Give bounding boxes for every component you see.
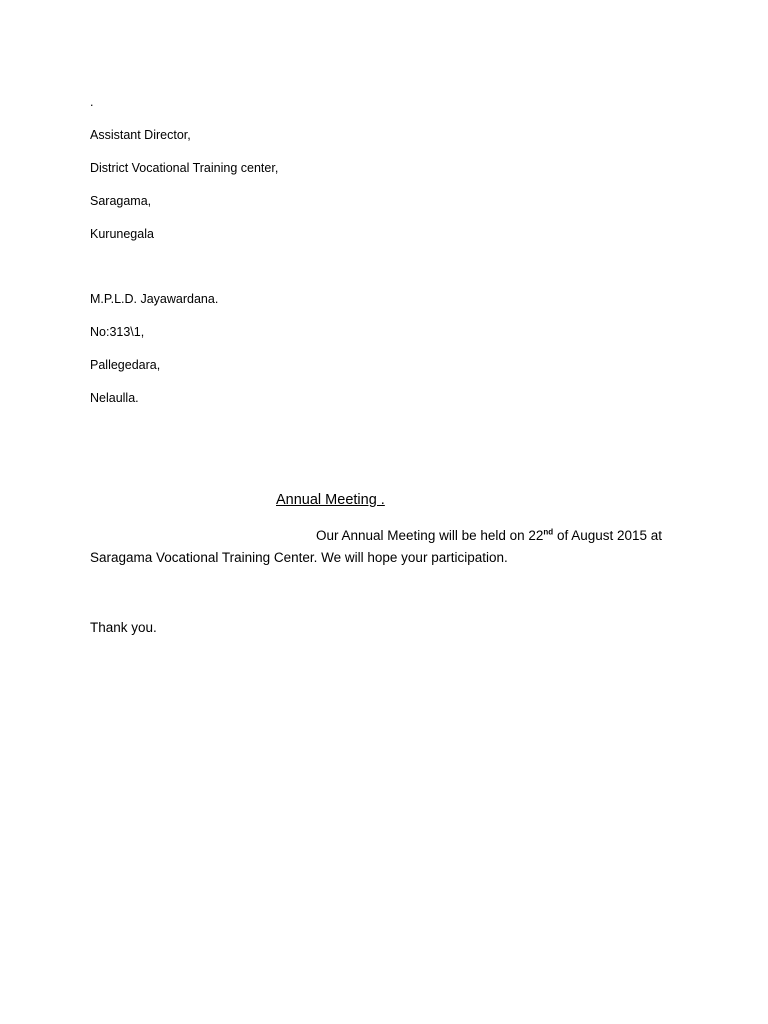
sender-title: Assistant Director,: [90, 128, 191, 142]
body-line-1-start: Our Annual Meeting will be held on 22: [316, 528, 544, 543]
closing-text: Thank you.: [90, 620, 157, 635]
subject-heading: Annual Meeting .: [276, 492, 385, 508]
sender-town: Saragama,: [90, 194, 152, 208]
sender-city: Kurunegala: [90, 227, 154, 241]
recipient-number: No:313\1,: [90, 325, 145, 339]
ordinal-suffix: nd: [543, 527, 554, 537]
body-line-1: [316, 527, 662, 545]
recipient-village: Pallegedara,: [90, 358, 161, 372]
sender-mark: .: [90, 95, 94, 109]
sender-organization: District Vocational Training center,: [90, 161, 279, 175]
body-line-2: Saragama Vocational Training Center. We will hope your participation.: [90, 550, 508, 565]
recipient-town: Nelaulla.: [90, 391, 139, 405]
recipient-name: M.P.L.D. Jayawardana.: [90, 292, 219, 306]
body-line-1-end: of August 2015 at: [553, 528, 663, 543]
